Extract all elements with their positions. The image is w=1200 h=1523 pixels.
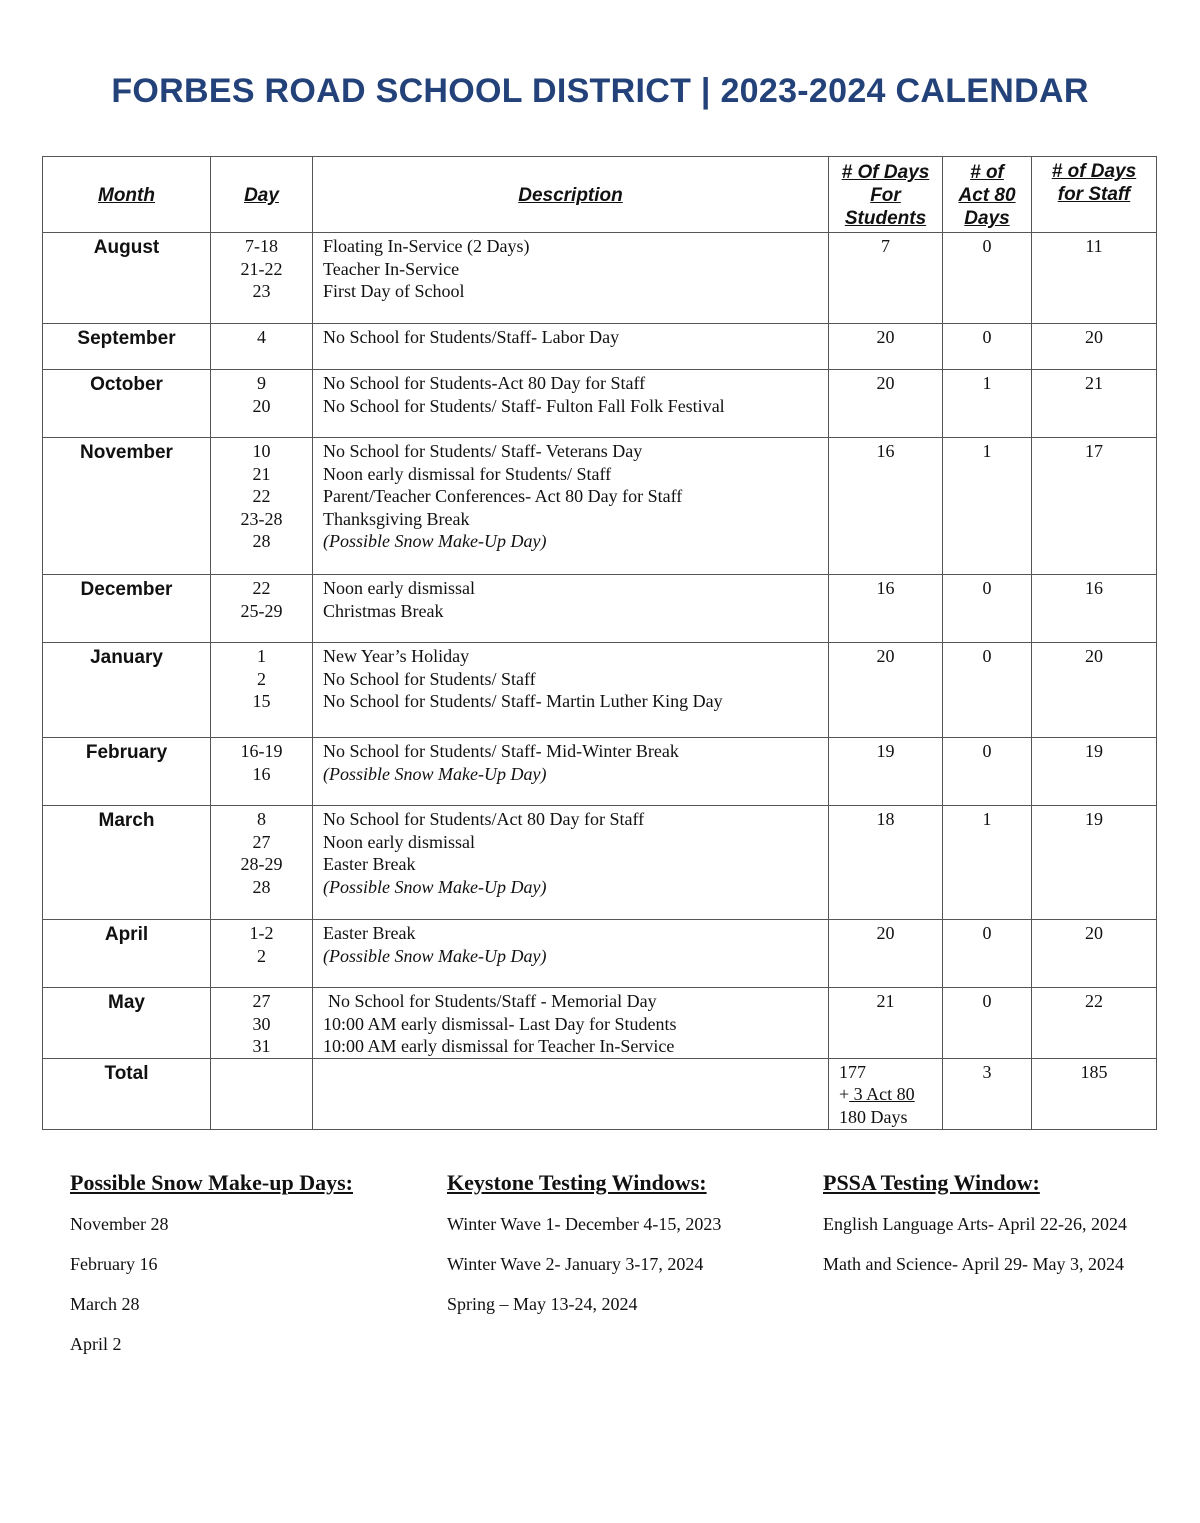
staff-days-cell: 19 <box>1032 806 1157 920</box>
staff-days-cell: 20 <box>1032 920 1157 988</box>
students-days-cell: 18 <box>829 806 943 920</box>
snow-makeup-heading: Possible Snow Make-up Days: <box>70 1170 353 1195</box>
day-value: 28 <box>252 876 271 897</box>
pssa-window: English Language Arts- April 22-26, 2024 <box>823 1214 1127 1234</box>
calendar-table <box>42 156 1157 1130</box>
total-plus: + <box>839 1084 850 1105</box>
month-cell: January <box>43 643 211 738</box>
month-cell: August <box>43 233 211 324</box>
description-line: Thanksgiving Break <box>323 508 470 529</box>
pssa-section <box>823 1170 1133 1276</box>
day-value: 8 <box>257 809 266 829</box>
day-cell <box>211 233 313 324</box>
table-row <box>43 643 1157 738</box>
description-line: Easter Break <box>323 923 416 943</box>
act80-days-cell: 0 <box>943 920 1032 988</box>
description-line: First Day of School <box>323 281 465 302</box>
day-cell <box>211 438 313 575</box>
act80-days-cell: 1 <box>943 438 1032 575</box>
students-days-cell: 16 <box>829 575 943 643</box>
day-value: 28-29 <box>240 854 283 875</box>
day-value: 1 <box>257 646 266 666</box>
pssa-window: Math and Science- April 29- May 3, 2024 <box>823 1254 1124 1274</box>
day-value: 7-18 <box>245 236 278 256</box>
header-staff: # of Days for Staff <box>1032 157 1157 233</box>
description-line: New Year’s Holiday <box>323 646 470 666</box>
day-value: 16 <box>252 763 271 784</box>
table-row <box>43 233 1157 324</box>
day-cell <box>211 806 313 920</box>
header-day: Day <box>211 157 313 233</box>
staff-days-cell: 22 <box>1032 988 1157 1059</box>
description-line: (Possible Snow Make-Up Day) <box>323 531 547 552</box>
description-cell <box>313 988 829 1059</box>
day-value: 30 <box>252 1013 271 1034</box>
description-line: No School for Students/Staff- Labor Day <box>323 327 620 347</box>
table-row <box>43 324 1157 370</box>
act80-days-cell: 0 <box>943 233 1032 324</box>
total-students <box>829 1058 943 1129</box>
description-line: Noon early dismissal for Students/ Staff <box>323 463 612 484</box>
total-label: Total <box>43 1058 211 1129</box>
day-value: 25-29 <box>240 600 283 621</box>
staff-days-cell: 17 <box>1032 438 1157 575</box>
keystone-window: Spring – May 13-24, 2024 <box>447 1294 638 1314</box>
day-value: 1-2 <box>249 923 274 943</box>
keystone-heading: Keystone Testing Windows: <box>447 1170 707 1195</box>
act80-days-cell: 0 <box>943 575 1032 643</box>
students-days-cell: 19 <box>829 738 943 806</box>
act80-days-cell: 0 <box>943 324 1032 370</box>
month-cell: February <box>43 738 211 806</box>
staff-days-cell: 20 <box>1032 324 1157 370</box>
day-value: 20 <box>252 395 271 416</box>
description-cell <box>313 806 829 920</box>
day-cell <box>211 738 313 806</box>
description-cell <box>313 738 829 806</box>
total-desc-cell <box>313 1058 829 1129</box>
total-day-cell <box>211 1058 313 1129</box>
description-line: 10:00 AM early dismissal for Teacher In-Service <box>323 1036 675 1057</box>
keystone-window: Winter Wave 2- January 3-17, 2024 <box>447 1254 704 1274</box>
act80-days-cell: 0 <box>943 738 1032 806</box>
month-cell: March <box>43 806 211 920</box>
students-days-cell: 7 <box>829 233 943 324</box>
description-line: 10:00 AM early dismissal- Last Day for Students <box>323 1013 677 1034</box>
day-cell <box>211 920 313 988</box>
day-value: 27 <box>252 831 271 852</box>
total-students-count: 177 <box>839 1061 866 1082</box>
header-act80: # of Act 80 Days <box>943 157 1032 233</box>
snow-makeup-day: March 28 <box>70 1294 140 1314</box>
description-line: No School for Students/ Staff- Veterans Day <box>323 441 643 461</box>
day-cell <box>211 324 313 370</box>
page-title: FORBES ROAD SCHOOL DISTRICT | 2023-2024 CALENDAR <box>111 72 1089 110</box>
keystone-section <box>447 1170 721 1316</box>
snow-makeup-section <box>70 1170 353 1356</box>
total-row <box>43 1058 1157 1129</box>
description-line: (Possible Snow Make-Up Day) <box>323 763 547 784</box>
day-value: 4 <box>257 327 266 347</box>
description-line: No School for Students/ Staff <box>323 668 536 689</box>
description-cell <box>313 233 829 324</box>
table-row <box>43 438 1157 575</box>
total-act80-add: 3 Act 80 <box>849 1084 915 1105</box>
students-days-cell: 20 <box>829 643 943 738</box>
day-value: 10 <box>252 441 271 461</box>
day-value: 31 <box>252 1036 271 1057</box>
act80-days-cell: 1 <box>943 370 1032 438</box>
students-days-cell: 20 <box>829 324 943 370</box>
header-students: # Of Days For Students <box>829 157 943 233</box>
description-line: Christmas Break <box>323 600 444 621</box>
snow-makeup-day: April 2 <box>70 1334 122 1354</box>
description-line: Noon early dismissal <box>323 578 475 598</box>
description-cell <box>313 643 829 738</box>
description-line: Noon early dismissal <box>323 831 475 852</box>
description-line: No School for Students/Staff - Memorial Day <box>328 991 657 1011</box>
description-cell <box>313 920 829 988</box>
day-value: 2 <box>257 668 266 689</box>
month-cell: November <box>43 438 211 575</box>
table-row <box>43 988 1157 1059</box>
description-cell <box>313 324 829 370</box>
day-value: 27 <box>252 991 271 1011</box>
day-cell <box>211 370 313 438</box>
description-line: Easter Break <box>323 854 416 875</box>
description-line: (Possible Snow Make-Up Day) <box>323 876 547 897</box>
total-staff: 185 <box>1032 1058 1157 1129</box>
staff-days-cell: 20 <box>1032 643 1157 738</box>
header-month: Month <box>43 157 211 233</box>
description-line: No School for Students/ Staff- Mid-Winter Break <box>323 741 679 761</box>
month-cell: April <box>43 920 211 988</box>
students-days-cell: 20 <box>829 370 943 438</box>
description-line: Teacher In-Service <box>323 258 460 279</box>
month-cell: September <box>43 324 211 370</box>
staff-days-cell: 11 <box>1032 233 1157 324</box>
description-cell <box>313 575 829 643</box>
students-days-cell: 21 <box>829 988 943 1059</box>
day-value: 23 <box>252 281 271 302</box>
day-cell <box>211 643 313 738</box>
day-value: 21-22 <box>240 258 283 279</box>
snow-makeup-day: February 16 <box>70 1254 158 1274</box>
snow-makeup-day: November 28 <box>70 1214 169 1234</box>
pssa-heading: PSSA Testing Window: <box>823 1170 1040 1195</box>
description-cell <box>313 438 829 575</box>
table-row <box>43 370 1157 438</box>
table-row <box>43 738 1157 806</box>
description-line: Parent/Teacher Conferences- Act 80 Day for Staff <box>323 486 683 507</box>
header-description: Description <box>313 157 829 233</box>
description-line: No School for Students-Act 80 Day for Staff <box>323 373 646 393</box>
total-students-days: 180 Days <box>839 1106 908 1127</box>
description-line: (Possible Snow Make-Up Day) <box>323 945 547 966</box>
day-value: 9 <box>257 373 266 393</box>
description-line: No School for Students/ Staff- Martin Luther King Day <box>323 691 723 712</box>
table-row <box>43 806 1157 920</box>
day-value: 22 <box>252 578 271 598</box>
act80-days-cell: 0 <box>943 988 1032 1059</box>
description-line: No School for Students/Act 80 Day for Staff <box>323 809 645 829</box>
table-row <box>43 920 1157 988</box>
students-days-cell: 16 <box>829 438 943 575</box>
month-cell: October <box>43 370 211 438</box>
description-line: No School for Students/ Staff- Fulton Fall Folk Festival <box>323 395 725 416</box>
description-cell <box>313 370 829 438</box>
staff-days-cell: 16 <box>1032 575 1157 643</box>
students-days-cell: 20 <box>829 920 943 988</box>
total-act80: 3 <box>943 1058 1032 1129</box>
act80-days-cell: 1 <box>943 806 1032 920</box>
day-value: 2 <box>257 945 266 966</box>
month-cell: May <box>43 988 211 1059</box>
day-value: 23-28 <box>240 508 283 529</box>
staff-days-cell: 21 <box>1032 370 1157 438</box>
staff-days-cell: 19 <box>1032 738 1157 806</box>
day-value: 21 <box>252 463 271 484</box>
keystone-window: Winter Wave 1- December 4-15, 2023 <box>447 1214 722 1234</box>
day-cell <box>211 988 313 1059</box>
description-line: Floating In-Service (2 Days) <box>323 236 530 256</box>
day-value: 15 <box>252 691 271 712</box>
day-value: 16-19 <box>240 741 283 761</box>
act80-days-cell: 0 <box>943 643 1032 738</box>
month-cell: December <box>43 575 211 643</box>
header-row <box>43 157 1157 233</box>
day-value: 22 <box>252 486 271 507</box>
day-value: 28 <box>252 531 271 552</box>
day-cell <box>211 575 313 643</box>
table-row <box>43 575 1157 643</box>
